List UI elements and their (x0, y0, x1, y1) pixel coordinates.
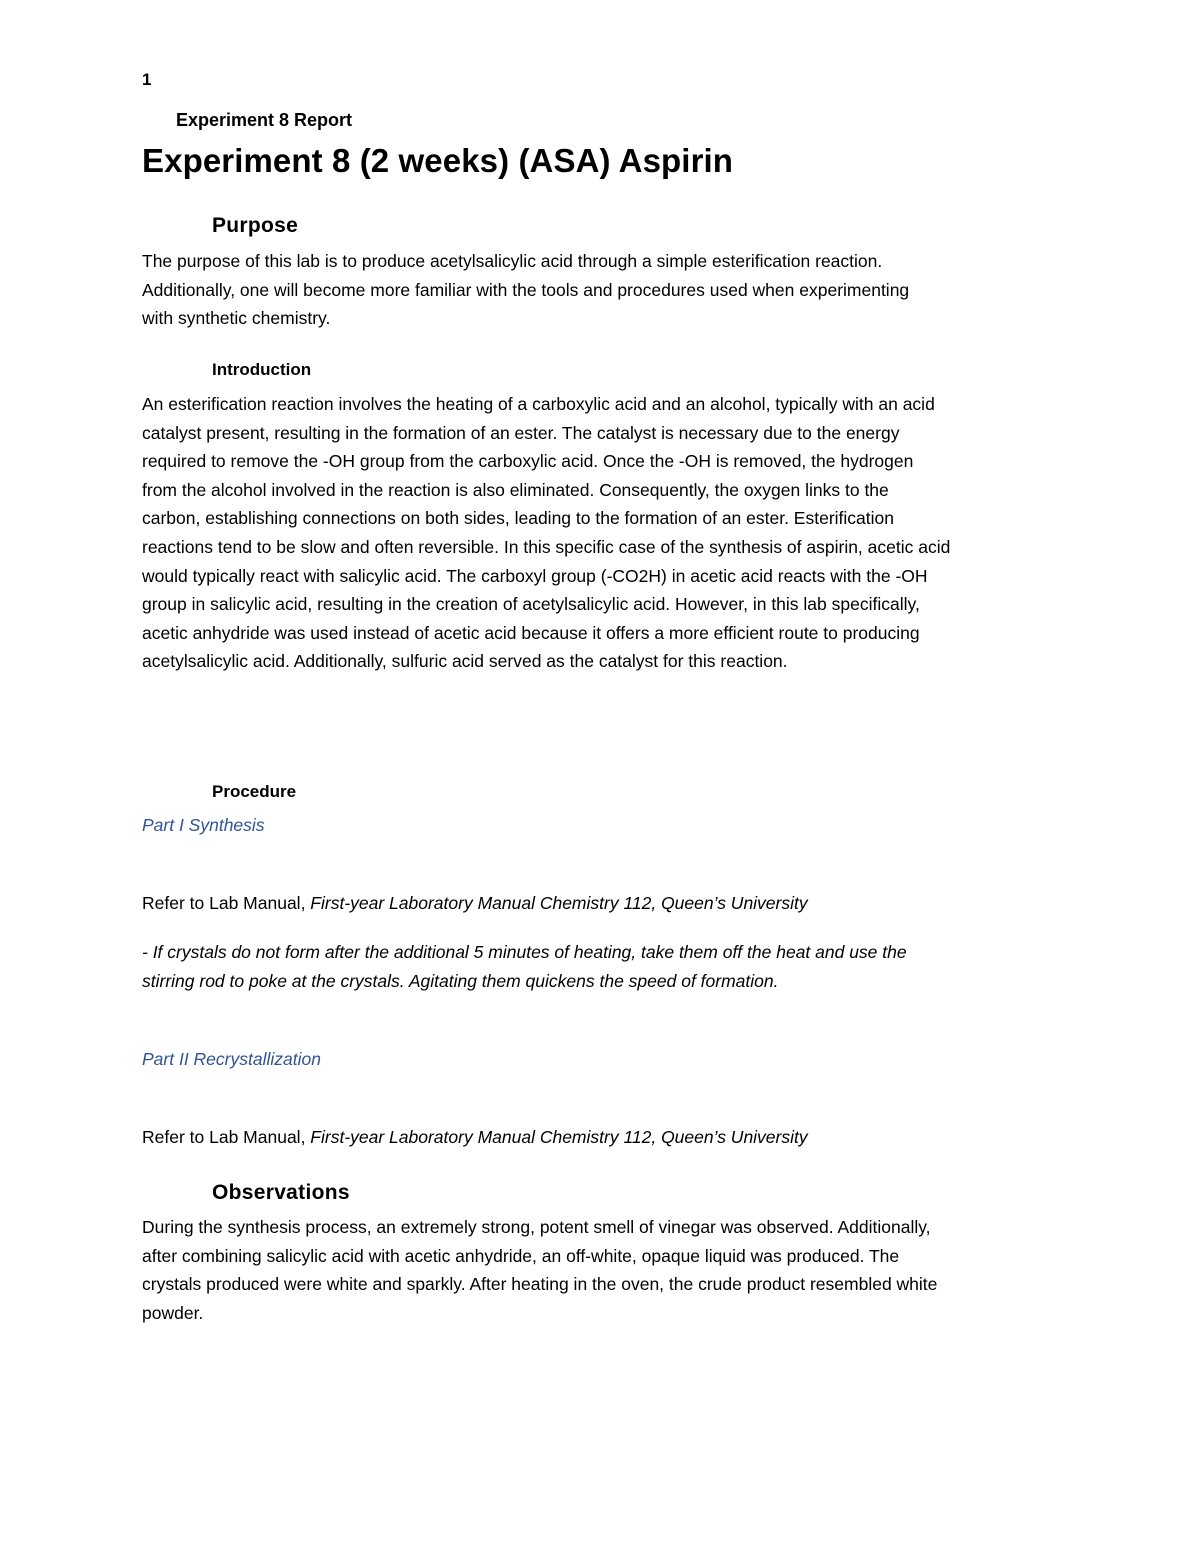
introduction-line: reactions tend to be slow and often reversible. In this specific case of the synthesis of aspirin, acetic acid (142, 536, 951, 557)
observations-line: after combining salicylic acid with acetic anhydride, an off-white, opaque liquid was produced. The (142, 1245, 900, 1266)
part1-note (142, 938, 1057, 995)
introduction-line: from the alcohol involved in the reaction is also eliminated. Consequently, the oxygen links to the (142, 479, 889, 500)
report-label: Experiment 8 Report (176, 110, 353, 130)
purpose-paragraph (142, 247, 1057, 333)
part2-reference-title: First-year Laboratory Manual Chemistry 112, Queen’s University (310, 1127, 808, 1147)
introduction-line: required to remove the -OH group from the carboxylic acid. Once the -OH is removed, the hydrogen (142, 451, 914, 472)
purpose-heading: Purpose (212, 214, 299, 237)
procedure-heading: Procedure (212, 782, 297, 801)
part1-reference-title: First-year Laboratory Manual Chemistry 112, Queen’s University (310, 893, 808, 913)
introduction-line: An esterification reaction involves the heating of a carboxylic acid and an alcohol, typically with an acid (142, 394, 935, 414)
part2-heading: Part II Recrystallization (142, 1049, 321, 1069)
observations-line: powder. (142, 1302, 204, 1323)
purpose-line: Additionally, one will become more familiar with the tools and procedures used when experimenting (142, 279, 910, 300)
part1-note-line: - If crystals do not form after the additional 5 minutes of heating, take them off the heat and use the (142, 942, 907, 962)
part1-heading: Part I Synthesis (142, 815, 265, 835)
document-title: Experiment 8 (2 weeks) (ASA) Aspirin (142, 142, 734, 179)
part1-reference-prefix: Refer to Lab Manual, (142, 893, 311, 913)
observations-paragraph (142, 1213, 1057, 1327)
observations-line: During the synthesis process, an extremely strong, potent smell of vinegar was observed. Additionally, (142, 1217, 931, 1237)
introduction-line: catalyst present, resulting in the formation of an ester. The catalyst is necessary due to the energy (142, 422, 900, 443)
introduction-line: group in salicylic acid, resulting in the creation of acetylsalicylic acid. However, in this lab specifically, (142, 594, 920, 615)
purpose-line: with synthetic chemistry. (142, 308, 331, 329)
introduction-line: acetylsalicylic acid. Additionally, sulfuric acid served as the catalyst for this reaction. (142, 651, 788, 672)
observations-heading: Observations (212, 1181, 350, 1204)
purpose-line: The purpose of this lab is to produce acetylsalicylic acid through a simple esterification reaction. (142, 251, 883, 271)
introduction-line: acetic anhydride was used instead of acetic acid because it offers a more efficient route to producing (142, 622, 920, 643)
introduction-heading: Introduction (212, 360, 312, 379)
introduction-paragraph (142, 390, 1057, 676)
part2-reference (142, 1127, 808, 1148)
part1-note-line: stirring rod to poke at the crystals. Agitating them quickens the speed of formation. (142, 970, 779, 991)
part1-reference (142, 893, 808, 914)
page-number: 1 (142, 70, 152, 89)
introduction-line: carbon, establishing connections on both sides, leading to the formation of an ester. Esterification (142, 508, 894, 529)
observations-line: crystals produced were white and sparkly. After heating in the oven, the crude product resembled white (142, 1274, 938, 1295)
part2-reference-prefix: Refer to Lab Manual, (142, 1127, 311, 1147)
introduction-line: would typically react with salicylic acid. The carboxyl group (-CO2H) in acetic acid reacts with the -OH (142, 565, 928, 586)
